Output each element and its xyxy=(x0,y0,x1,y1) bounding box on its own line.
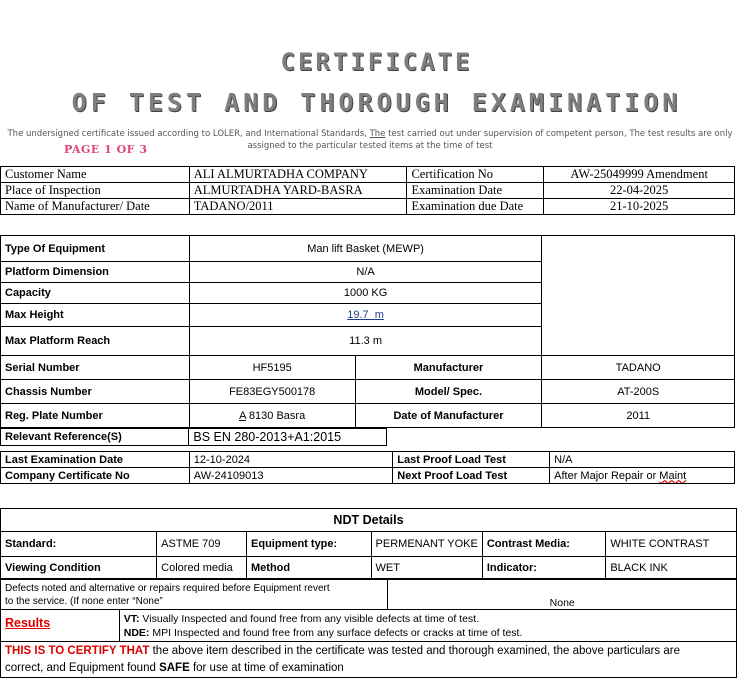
platform-dim: N/A xyxy=(189,262,542,283)
intro-the: The xyxy=(369,129,386,139)
certify-statement xyxy=(1,642,737,678)
ndt-heading: NDT Details xyxy=(1,509,737,532)
manufacturer-label: Manufacturer xyxy=(355,356,542,380)
standard: ASTME 709 xyxy=(157,532,247,557)
certify-text2b: for use at time of examination xyxy=(189,661,344,674)
max-reach-label: Max Platform Reach xyxy=(1,327,190,356)
results-text xyxy=(119,610,736,642)
manufacturer-date: TADANO/2011 xyxy=(189,199,407,215)
last-proof: N/A xyxy=(550,452,735,468)
dom-label: Date of Manufacturer xyxy=(355,404,542,428)
defects-label-line2: to the service. (If none enter “None” xyxy=(5,595,163,607)
max-height-label: Max Height xyxy=(1,304,190,327)
dom: 2011 xyxy=(542,404,735,428)
certificate-subtitle: OF TEST AND THOROUGH EXAMINATION xyxy=(71,88,682,117)
model: AT-200S xyxy=(542,380,735,404)
method: WET xyxy=(371,557,482,579)
certify-safe: SAFE xyxy=(159,661,190,674)
platform-dim-label: Platform Dimension xyxy=(1,262,190,283)
defects-label-line1: Defects noted and alternative or repairs required before Equipment revert xyxy=(5,582,330,594)
reg-number: 8130 Basra xyxy=(245,409,306,422)
page-indicator: PAGE 1 OF 3 xyxy=(64,143,148,156)
next-proof-misspelled: Maint xyxy=(659,469,687,482)
indicator: BLACK INK xyxy=(606,557,737,579)
max-height xyxy=(189,304,542,327)
intro-line2: assigned to the particular tested items at the time of test xyxy=(247,141,493,151)
reg-plate xyxy=(189,404,355,428)
results-label: Results xyxy=(5,616,51,630)
equipment-type: PERMENANT YOKE xyxy=(371,532,482,557)
exam-due: 21-10-2025 xyxy=(544,199,735,215)
chassis-label: Chassis Number xyxy=(1,380,190,404)
viewing: Colored media xyxy=(157,557,247,579)
certification-no-label: Certification No xyxy=(407,167,544,183)
method-label: Method xyxy=(247,557,372,579)
manufacturer: TADANO xyxy=(542,356,735,380)
certification-no: AW-25049999 Amendment xyxy=(544,167,735,183)
indicator-label: Indicator: xyxy=(482,557,605,579)
contrast: WHITE CONTRAST xyxy=(606,532,737,557)
place-label: Place of Inspection xyxy=(1,183,190,199)
certificate-title: CERTIFICATE xyxy=(280,48,473,76)
contrast-label: Contrast Media: xyxy=(482,532,605,557)
standard-label: Standard: xyxy=(1,532,157,557)
model-label: Model/ Spec. xyxy=(355,380,542,404)
ndt-table xyxy=(0,508,737,579)
place-value: ALMURTADHA YARD-BASRA xyxy=(189,183,407,199)
next-proof-text: After Major Repair or xyxy=(554,469,660,482)
certify-lead: THIS IS TO CERTIFY THAT xyxy=(5,644,150,657)
last-exam: 12-10-2024 xyxy=(189,452,393,468)
intro-part2: test carried out under supervision of competent person, The test results are only xyxy=(385,129,733,139)
type-value: Man lift Basket (MEWP) xyxy=(189,236,542,262)
nde-text: MPI Inspected and found free from any surface defects or cracks at time of test. xyxy=(149,626,523,639)
equipment-table xyxy=(0,235,735,428)
serial: HF5195 xyxy=(189,356,355,380)
capacity-label: Capacity xyxy=(1,283,190,304)
results-table xyxy=(0,579,737,678)
vt-label: VT: xyxy=(123,612,140,625)
blank-cell xyxy=(542,236,735,356)
certify-text1: the above item described in the certificate was tested and thorough examined, the above particulars are xyxy=(149,644,680,657)
type-label: Type Of Equipment xyxy=(1,236,190,262)
viewing-label: Viewing Condition xyxy=(1,557,157,579)
manufacturer-date-label: Name of Manufacturer/ Date xyxy=(1,199,190,215)
max-reach: 11.3 m xyxy=(189,327,542,356)
nde-label: NDE: xyxy=(123,626,150,639)
certify-text2a: correct, and Equipment found xyxy=(5,661,160,674)
defects-value: None xyxy=(388,580,737,610)
exam-table xyxy=(0,451,735,484)
vt-text: Visually Inspected and found free from any visible defects at time of test. xyxy=(139,612,480,625)
intro-part1: The undersigned certificate issued according to LOLER, and International Standards, xyxy=(7,129,370,139)
defects-label xyxy=(1,580,388,610)
equipment-type-label: Equipment type: xyxy=(247,532,372,557)
exam-date-label: Examination Date xyxy=(407,183,544,199)
reference-table xyxy=(0,428,387,446)
reference: BS EN 280-2013+A1:2015 xyxy=(189,429,387,446)
max-height-value: 19.7 m xyxy=(347,309,384,321)
last-proof-label: Last Proof Load Test xyxy=(393,452,550,468)
serial-label: Serial Number xyxy=(1,356,190,380)
reference-label: Relevant Reference(S) xyxy=(1,429,189,446)
results-label-cell xyxy=(1,610,120,642)
customer-table xyxy=(0,166,735,215)
next-proof-label: Next Proof Load Test xyxy=(393,468,550,484)
last-exam-label: Last Examination Date xyxy=(1,452,190,468)
exam-date: 22-04-2025 xyxy=(544,183,735,199)
customer-name: ALI ALMURTADHA COMPANY xyxy=(189,167,407,183)
next-proof xyxy=(550,468,735,484)
capacity: 1000 KG xyxy=(189,283,542,304)
reg-letter: A xyxy=(239,409,246,422)
company-cert: AW-24109013 xyxy=(189,468,393,484)
exam-due-label: Examination due Date xyxy=(407,199,544,215)
reg-label: Reg. Plate Number xyxy=(1,404,190,428)
company-cert-label: Company Certificate No xyxy=(1,468,190,484)
chassis: FE83EGY500178 xyxy=(189,380,355,404)
customer-name-label: Customer Name xyxy=(1,167,190,183)
